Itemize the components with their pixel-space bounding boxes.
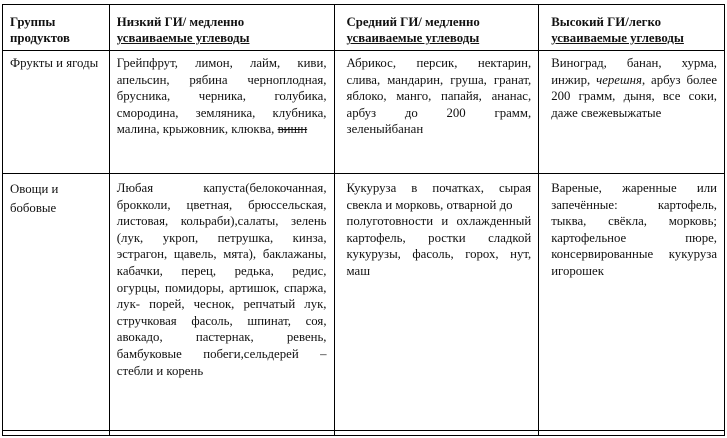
high-gi-text-tail: , арбуз более 200 грамм, дыня, все соки, даже свежевыжатые (551, 72, 718, 120)
high-gi-cell (539, 174, 725, 431)
empty-cell (3, 431, 110, 436)
high-gi-italic: черешня (596, 72, 642, 87)
group-label: Фрукты и ягоды (10, 56, 99, 70)
group-label: Овощи и бобовые (10, 182, 59, 215)
table-row-empty (3, 431, 725, 436)
header-low-gi (109, 5, 334, 51)
group-cell (3, 174, 110, 431)
high-gi-text: Виноград, банан, хурма, инжир, (551, 56, 717, 87)
medium-gi-text: Абрикос, персик, нектарин, слива, мандарин, груша, гранат, яблоко, манго, папайя, ананас, арбуз до 200 грамм, зеленыйбанан (346, 56, 532, 137)
low-gi-cell (109, 174, 334, 431)
header-low-sub: усваиваемые углеводы (116, 31, 250, 46)
header-medium-gi (334, 5, 539, 51)
table-row (3, 174, 725, 431)
header-groups-label: Группы продуктов (10, 15, 70, 46)
medium-gi-cell (334, 51, 539, 174)
header-high-gi (539, 5, 725, 51)
medium-gi-cell (334, 174, 539, 431)
header-medium-main: Средний ГИ/ медленно (346, 15, 480, 29)
low-gi-text: Любая капуста(белокочанная, брокколи, цветная, брюссельская, листовая, кольраби),салаты, зелень (лук, укроп, петрушка, кинза, эстрагон, щавель, мята), баклажаны, кабачки, перец, редька, редис, огурцы, помидоры, артишок, спаржа, лук- порей, чеснок, репчатый лук, стручковая фасоль, шпинат, соя, авокадо, пастернак, ревень, бамбуковые побеги,сельдерей – стебли и корень (116, 181, 327, 378)
high-gi-text: Вареные, жаренные или запечённые: картофель, тыква, свёкла, морковь; картофельное пюре, консервированные кукуруза игорошек (551, 181, 717, 278)
header-high-sub: усваиваемые углеводы (551, 31, 684, 46)
header-low-main: Низкий ГИ/ медленно (116, 15, 245, 29)
empty-cell (109, 431, 334, 436)
header-row (3, 5, 725, 51)
low-gi-text: Грейпфрут, лимон, лайм, киви, апельсин, рябина черноплодная, брусника, черника, голубика, смородина, земляника, клубника, малина, крыжовник, клюква, (116, 56, 327, 137)
medium-gi-text: Кукуруза в початках, сырая свекла и морковь, отварной до (346, 181, 532, 212)
header-medium-sub: усваиваемые углеводы (346, 31, 480, 46)
table-row (3, 51, 725, 174)
high-gi-cell (539, 51, 725, 174)
header-high-main: Высокий ГИ/легко (551, 15, 662, 29)
empty-cell (539, 431, 725, 436)
low-gi-tail: вишн (277, 122, 308, 137)
gi-table (2, 4, 725, 436)
group-cell (3, 51, 110, 174)
medium-gi-text-tail: полуготовности и охлажденный картофель, ростки сладкой кукурузы, фасоль, горох, нут, маш (346, 214, 532, 278)
header-groups (3, 5, 110, 51)
low-gi-cell (109, 51, 334, 174)
empty-cell (334, 431, 539, 436)
